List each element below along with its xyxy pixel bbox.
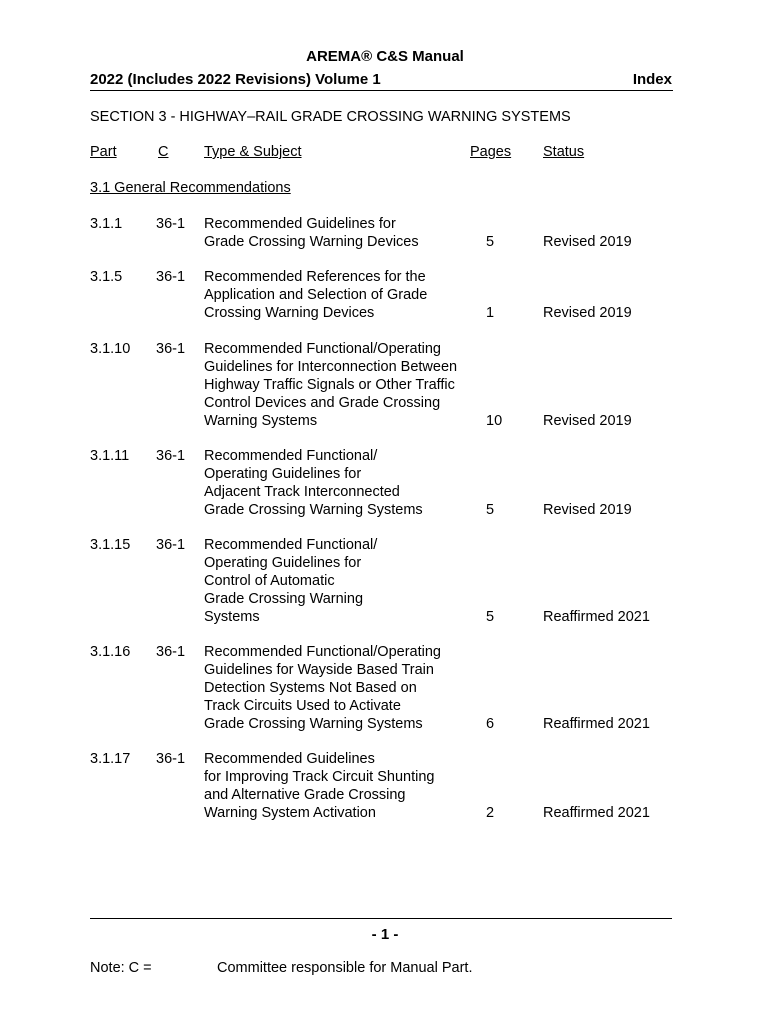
entry-subject [204,537,377,627]
entry-status: Reaffirmed 2021 [543,608,650,625]
entry-subject-line: Grade Crossing Warning [204,590,364,607]
column-header-subject: Type & Subject [204,144,302,160]
column-header-status: Status [543,144,585,160]
entry-subject-line: Warning System Activation [204,804,376,821]
entry-subject-line: Systems [204,608,260,625]
entry-pages: 5 [486,608,495,625]
manual-title: AREMA® C&S Manual [306,48,464,65]
entry-subject-line: Control of Automatic [204,572,335,589]
entry-pages: 1 [486,304,495,321]
entry-pages: 6 [486,715,495,732]
note-label: Note: C = [90,960,152,976]
entry-subject-line: Grade Crossing Warning Systems [204,501,423,518]
entry-subject-line: Crossing Warning Devices [204,304,375,321]
entry-status: Reaffirmed 2021 [543,804,650,821]
entry-subject [204,448,423,520]
entry-pages: 5 [486,233,495,250]
entry-part: 3.1.10 [90,341,131,357]
entry-subject-line: Recommended Functional/Operating [204,644,441,660]
section-title: SECTION 3 - HIGHWAY–RAIL GRADE CROSSING WARNING SYSTEMS [90,109,571,125]
page-number: - 1 - [371,926,399,943]
entry-subject-line: Recommended Functional/ [204,537,378,553]
entry-subject [204,216,419,252]
entry-subject-line: Highway Traffic Signals or Other Traffic [204,376,455,393]
entry-subject-line: Grade Crossing Warning Devices [204,233,419,250]
entry-subject-line: Control Devices and Grade Crossing [204,394,441,411]
entry-pages: 5 [486,501,495,518]
entry-committee: 36-1 [156,269,186,285]
entry-committee: 36-1 [156,644,186,660]
entry-subject-line: Adjacent Track Interconnected [204,483,400,500]
entry-subject-line: Recommended Functional/Operating [204,341,441,357]
subsection-title: 3.1 General Recommendations [90,180,291,196]
entry-committee: 36-1 [156,341,186,357]
entry-part: 3.1.16 [90,644,131,660]
entry-subject-line: Detection Systems Not Based on [204,679,417,696]
volume-label: 2022 (Includes 2022 Revisions) Volume 1 [90,71,381,88]
entry-committee: 36-1 [156,216,186,232]
entry-committee: 36-1 [156,537,186,553]
index-label: Index [632,71,672,88]
entry-part: 3.1.15 [90,537,131,553]
entry-status: Revised 2019 [543,304,632,321]
entry-pages: 10 [486,412,503,429]
entry-subject-line: and Alternative Grade Crossing [204,786,406,803]
entry-part: 3.1.11 [90,448,130,464]
entry-part: 3.1.17 [90,751,131,767]
entry-part: 3.1.5 [90,269,123,285]
entry-committee: 36-1 [156,448,186,464]
entry-subject-line: Grade Crossing Warning Systems [204,715,423,732]
entry-subject-line: Guidelines for Interconnection Between [204,358,458,375]
entry-subject [204,751,434,823]
entry-subject-line: Operating Guidelines for [204,554,362,571]
entry-subject-line: Recommended Functional/ [204,448,378,464]
entry-subject-line: for Improving Track Circuit Shunting [204,768,435,785]
entry-subject-line: Track Circuits Used to Activate [204,697,401,714]
entry-subject [204,644,441,734]
note-text: Committee responsible for Manual Part. [217,960,473,976]
entry-committee: 36-1 [156,751,186,767]
entry-part: 3.1.1 [90,216,123,232]
entry-pages: 2 [486,804,495,821]
entry-subject-line: Operating Guidelines for [204,465,362,482]
entry-subject [204,269,427,323]
entry-subject-line: Application and Selection of Grade [204,286,428,303]
column-header-part: Part [90,144,117,160]
entry-subject-line: Guidelines for Wayside Based Train [204,661,434,678]
entry-subject-line: Recommended Guidelines [204,751,375,767]
entry-status: Revised 2019 [543,501,632,518]
entry-status: Revised 2019 [543,412,632,429]
column-header-c: C [158,144,169,160]
entry-subject [204,341,457,431]
entry-subject-line: Warning Systems [204,412,318,429]
footer-rule [90,918,672,919]
entry-subject-line: Recommended Guidelines for [204,216,396,232]
entry-subject-line: Recommended References for the [204,269,426,285]
entry-status: Reaffirmed 2021 [543,715,650,732]
column-header-pages: Pages [470,144,512,160]
entry-status: Revised 2019 [543,233,632,250]
